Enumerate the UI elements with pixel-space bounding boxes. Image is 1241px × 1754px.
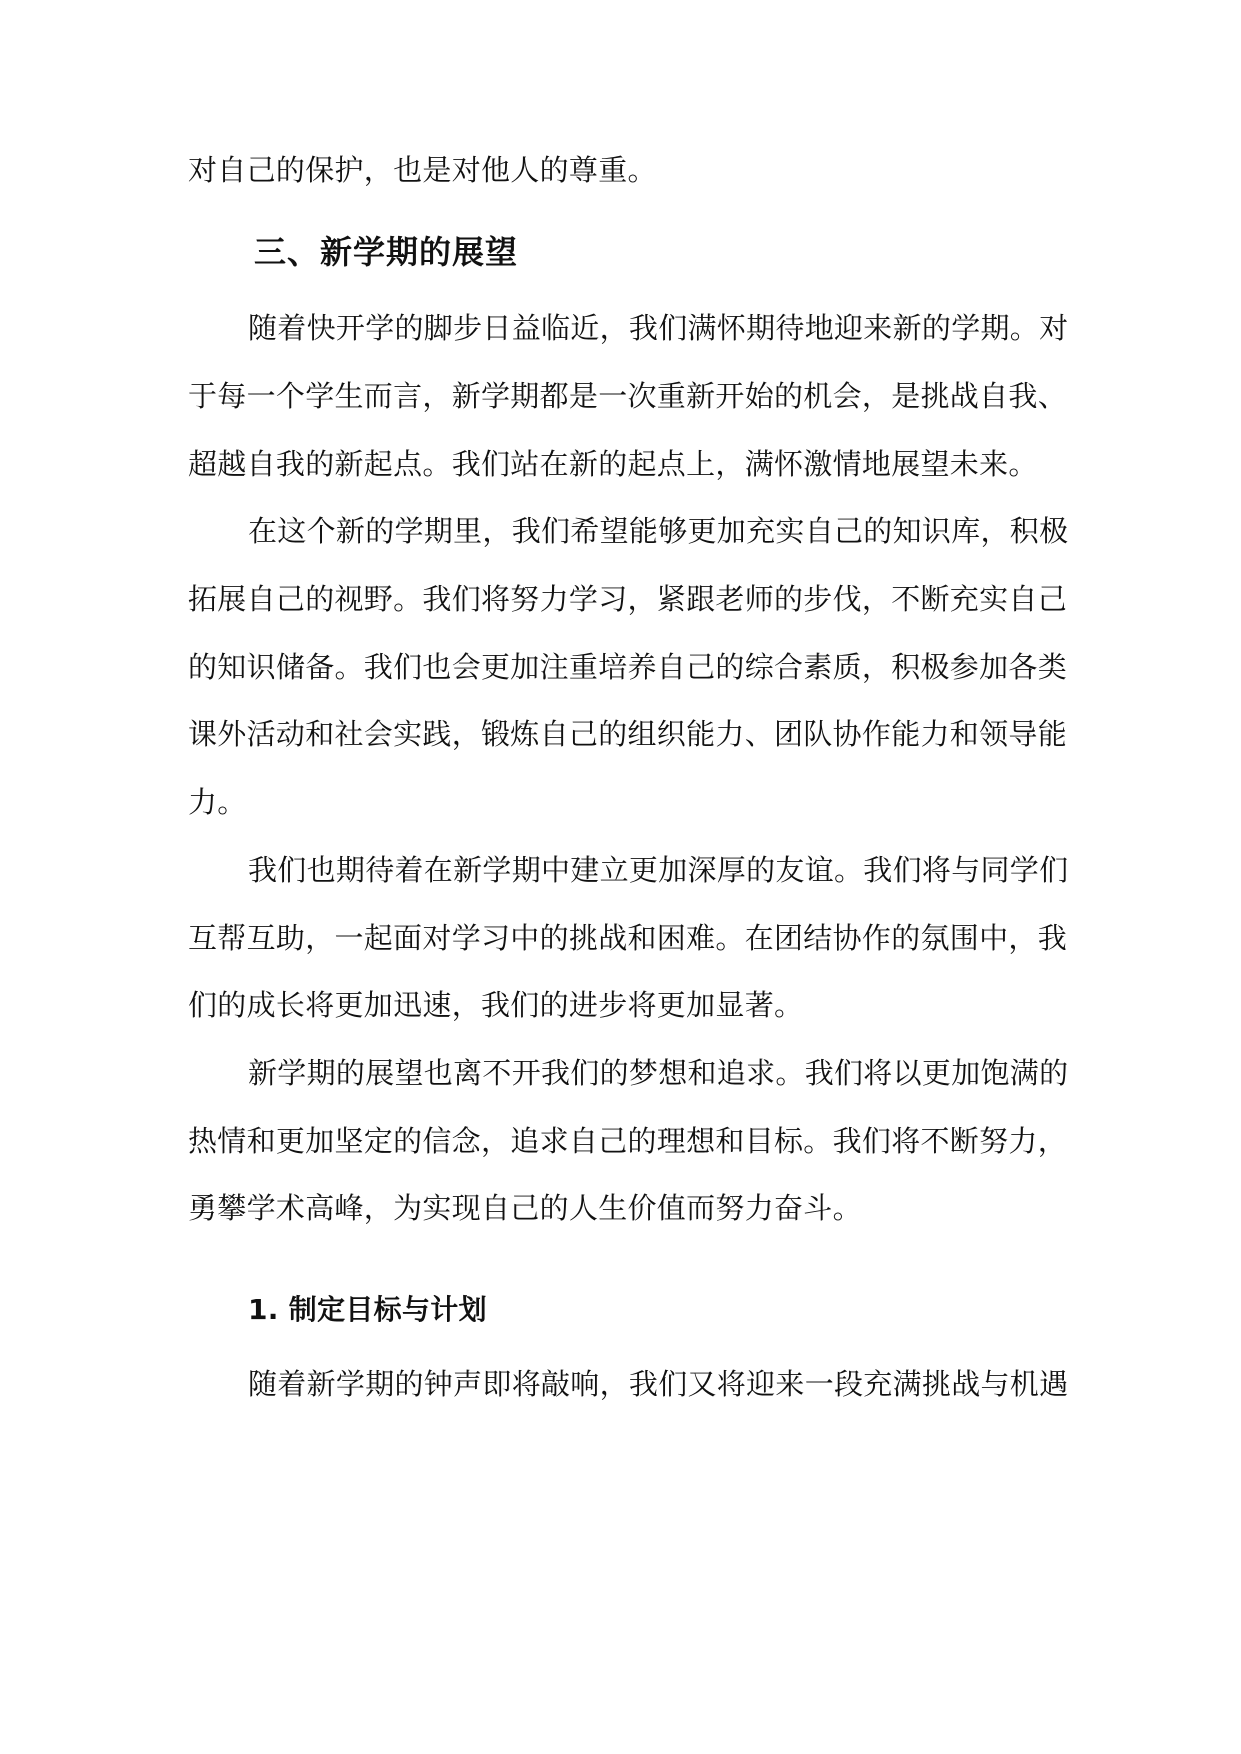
- paragraph-line: 超越自我的新起点。我们站在新的起点上，满怀激情地展望未来。: [188, 447, 1038, 481]
- paragraph-line: 课外活动和社会实践，锻炼自己的组织能力、团队协作能力和领导能: [188, 717, 1068, 751]
- paragraph-line: 于每一个学生而言，新学期都是一次重新开始的机会，是挑战自我、: [188, 379, 1068, 413]
- paragraph-line: 在这个新的学期里，我们希望能够更加充实自己的知识库，积极: [248, 514, 1069, 548]
- paragraph-line: 的知识储备。我们也会更加注重培养自己的综合素质，积极参加各类: [188, 650, 1068, 684]
- paragraph-line: 热情和更加坚定的信念，追求自己的理想和目标。我们将不断努力，: [188, 1124, 1068, 1158]
- paragraph-line: 新学期的展望也离不开我们的梦想和追求。我们将以更加饱满的: [248, 1056, 1069, 1090]
- paragraph-line: 互帮互助，一起面对学习中的挑战和困难。在团结协作的氛围中，我: [188, 921, 1068, 955]
- paragraph-line: 随着快开学的脚步日益临近，我们满怀期待地迎来新的学期。对: [248, 311, 1069, 345]
- paragraph-line: 我们也期待着在新学期中建立更加深厚的友谊。我们将与同学们: [248, 853, 1069, 887]
- subsection-heading: 1. 制定目标与计划: [248, 1293, 487, 1326]
- paragraph-line: 们的成长将更加迅速，我们的进步将更加显著。: [188, 988, 804, 1022]
- paragraph-line: 力。: [188, 785, 247, 819]
- paragraph-line: 勇攀学术高峰，为实现自己的人生价值而努力奋斗。: [188, 1191, 862, 1225]
- paragraph-line: 随着新学期的钟声即将敲响，我们又将迎来一段充满挑战与机遇: [248, 1367, 1069, 1401]
- paragraph-line: 拓展自己的视野。我们将努力学习，紧跟老师的步伐，不断充实自己: [188, 582, 1068, 616]
- paragraph-line: 对自己的保护，也是对他人的尊重。: [188, 153, 657, 187]
- section-heading: 三、新学期的展望: [254, 233, 519, 271]
